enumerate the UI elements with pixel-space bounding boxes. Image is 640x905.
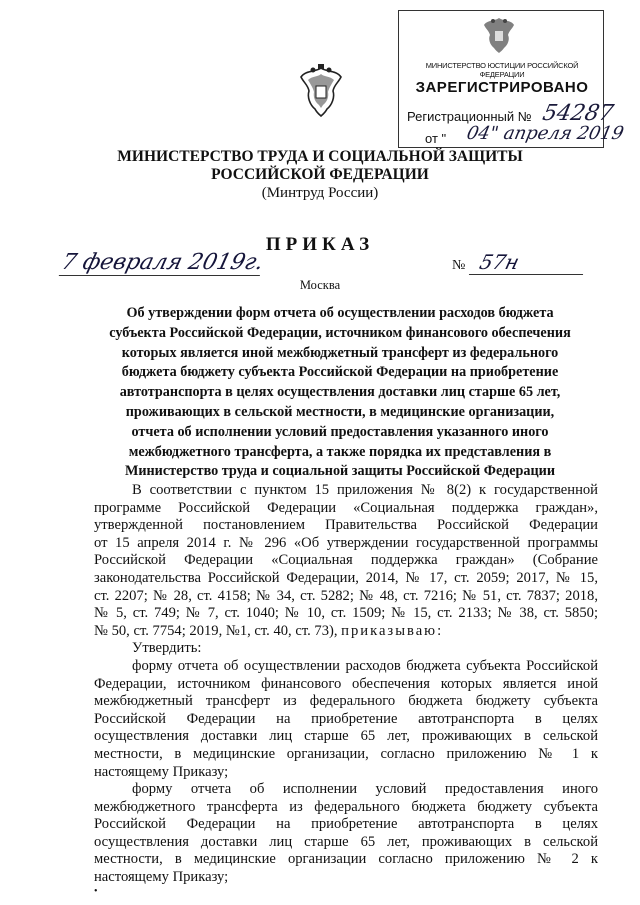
heading-line: проживающих в сельской местности, в медицинские организации,: [125, 403, 555, 420]
body-line: межбюджетный трансферт из федерального бюджета бюджету субъекта: [94, 693, 598, 710]
document-body: [94, 482, 598, 887]
coat-of-arms-icon: [481, 15, 517, 55]
stamp-registered-label: ЗАРЕГИСТРИРОВАНО: [415, 79, 589, 96]
registration-stamp: [398, 10, 626, 148]
stamp-reg-label: Регистрационный №: [407, 109, 532, 124]
heading-line: бюджета бюджету субъекта Российской Федерации на приобретение: [121, 364, 559, 381]
order-date: 7 февраля 2019г.: [59, 250, 267, 275]
body-line: форму отчета об осуществлении расходов бюджета субъекта Российской: [132, 657, 598, 674]
order-number: 57н: [469, 250, 589, 275]
coat-of-arms-icon: [298, 64, 344, 120]
body-line: местности, в медицинские организации согласно приложению № 2 к: [94, 851, 598, 868]
body-line: Российской Федерации на приобретение автотранспорта в целях: [94, 816, 598, 833]
heading-line: субъекта Российской Федерации, источником финансового обеспечения: [109, 324, 571, 341]
heading-line: Министерство труда и социальной защиты Российской Федерации: [124, 463, 556, 480]
approve-line: Утвердить:: [132, 640, 202, 657]
body-line: утвержденной постановлением Правительства Российской Федерации: [94, 517, 598, 534]
body-line: законодательства Российской Федерации, 2014, № 17, ст. 2059; 2017, № 15,: [94, 569, 598, 586]
body-line: № 5, ст. 749; № 7, ст. 1040; № 10, ст. 1509; № 15, ст. 2133; № 38, ст. 5850;: [94, 605, 598, 622]
body-line: [94, 623, 598, 641]
body-line-text: № 50, ст. 7754; 2019, №1, ст. 40, ст. 73),: [94, 622, 342, 639]
stamp-reg-number: 54287: [540, 101, 616, 126]
order-verb: приказываю:: [341, 622, 444, 639]
ministry-name-line-1: МИНИСТЕРСТВО ТРУДА И СОЦИАЛЬНОЙ ЗАЩИТЫ: [117, 148, 523, 165]
body-line: осуществления доставки лиц старше 65 лет, проживающих в сельской: [94, 728, 598, 745]
heading-line: Об утверждении форм отчета об осуществлении расходов бюджета: [126, 305, 554, 321]
order-city: Москва: [299, 278, 341, 292]
body-line: В соответствии с пунктом 15 приложения № 8(2) к государственной: [132, 482, 598, 498]
order-number-label: №: [452, 258, 466, 273]
body-line: межбюджетного трансферта из федерального бюджета бюджету субъекта: [94, 798, 598, 815]
body-line: осуществления доставки лиц старше 65 лет, проживающих в сельской: [94, 833, 598, 850]
body-line: от 15 апреля 2014 г. № 296 «Об утверждении государственной программы: [94, 534, 598, 551]
body-line: Федерации, источником финансового обеспечения которых является иной: [94, 675, 598, 692]
ministry-short-name: (Минтруд России): [261, 185, 379, 201]
heading-line: автотранспорта в целях осуществления доставки лиц старше 65 лет,: [119, 384, 561, 401]
body-line: Российской Федерации «Социальная поддержка граждан» (Собрание: [94, 552, 598, 569]
order-title: ПРИКАЗ: [265, 234, 375, 255]
heading-line: которых является иной межбюджетный трансферт из федерального: [121, 344, 559, 361]
body-line: ст. 2207; № 28, ст. 4158; № 34, ст. 5282; № 48, ст. 7216; № 51, ст. 7837; 2018,: [94, 587, 598, 604]
stamp-ministry-name: МИНИСТЕРСТВО ЮСТИЦИИ РОССИЙСКОЙ ФЕДЕРАЦИИ: [425, 61, 579, 79]
body-line: форму отчета об исполнении условий предоставления иного: [132, 781, 598, 798]
ministry-name-line-2: РОССИЙСКОЙ ФЕДЕРАЦИИ: [211, 166, 429, 183]
stamp-date-value: 04" апреля 2019: [464, 123, 626, 144]
body-line: местности, в медицинские организации, согласно приложению № 1 к: [94, 745, 598, 762]
stamp-date-label: от ": [425, 131, 447, 146]
body-line: настоящему Приказу;: [94, 763, 229, 780]
heading-line: межбюджетного трансферта, а также порядка их представления в: [128, 443, 552, 460]
body-line: настоящему Приказу;: [94, 869, 229, 886]
body-line: Российской Федерации на приобретение автотранспорта в целях: [94, 710, 598, 727]
document-heading: [100, 304, 580, 482]
footer-mark: •: [94, 886, 98, 897]
heading-line: отчета об исполнении условий предоставления указанного иного: [131, 423, 549, 440]
body-line: программе Российской Федерации «Социальная поддержка граждан»,: [94, 499, 598, 516]
